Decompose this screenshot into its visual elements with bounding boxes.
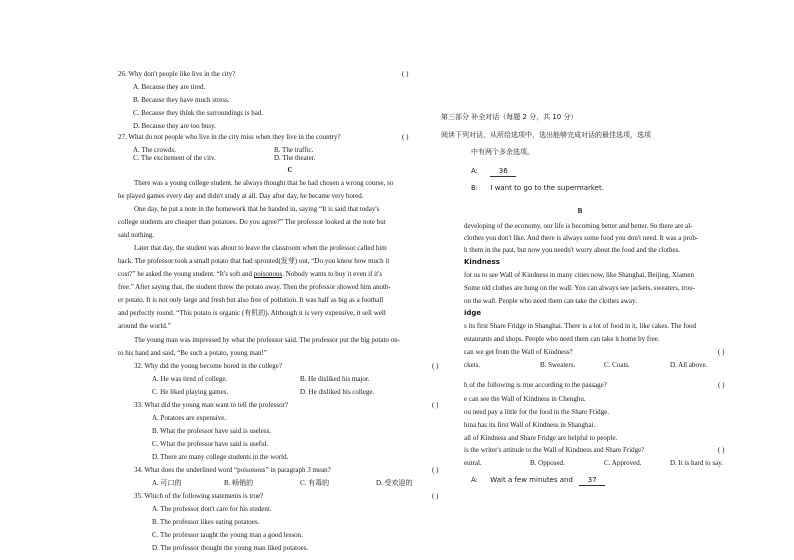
passage-b-line-0: developing of the economy, our life is becoming better and better. So there are al- (464, 222, 693, 230)
question-c-line-1: A. He was tired of college. (152, 375, 228, 383)
passage-c-line-3: college students are cheaper than potatoes. Do you agree?” The professor looked at the note but (118, 218, 386, 226)
question-c-line-14: D. 受欢迎的 (376, 479, 413, 487)
passage-b-line-5: on the wall. People who need them can take the clothes away. (464, 297, 637, 305)
section-c-title: C (287, 166, 293, 174)
passage-c-line-10: around the world.” (118, 322, 171, 330)
question-c-line-16: A. The professor don't care for his student. (152, 505, 272, 513)
passage-b-line-4: Some old clothes are hung on the wall. You can always see jackets, sweaters, trou- (464, 284, 695, 292)
passage-b-line-1: clothes you don't like. And there is always some food you don't need. It was a prob- (464, 234, 699, 242)
question-c-line-19: D. The professor thought the young man liked potatoes. (152, 544, 309, 552)
q26-27-line-7: B. The traffic. (274, 146, 314, 154)
q26-27-line-1: A. Because they are tired. (133, 83, 206, 91)
passage-b-line-17: all of Kindness and Share Fridge are helpful to people. (464, 434, 618, 442)
blank-36[interactable]: 36 (490, 167, 516, 177)
q27-option-d: D. The theater. (274, 154, 316, 160)
passage-c-line-8: er potato. It is not only large and fresh but also free of pollution. It was half as big as a football (118, 296, 384, 304)
question-c-line-17: B. The professor likes eating potatoes. (152, 518, 260, 526)
question-c-line-6: A. Potatoes are expensive. (152, 414, 227, 422)
part3-heading: 第三部分 补全对话（每题 2 分，共 10 分） (441, 113, 578, 121)
clipped-options-row (118, 154, 458, 160)
question-c-line-13: C. 有毒的 (300, 479, 330, 487)
passage-b-line-19: eutral. (464, 459, 482, 467)
dialogue-line-a-last (471, 476, 605, 486)
q26-27-line-0: 26. Why don't people like live in the city? (118, 70, 236, 78)
question-c-line-5: 33. What did the young man want to tell the professor? (134, 401, 289, 409)
passage-b-line-12: D. All above. (670, 361, 708, 369)
passage-b-line-10: B. Sweaters. (540, 361, 576, 369)
passage-b-line-9: ckets. (464, 361, 481, 369)
question-c-line-3: C. He liked playing games. (152, 388, 229, 396)
passage-c-line-0: There was a young college student, he always thought that he had chosen a wrong course, so (134, 179, 394, 187)
q26-27-line-4: D. Because they are too busy. (133, 122, 216, 130)
passage-b-subheading-1: idge (464, 309, 482, 317)
question-c-line-18: C. The professor taught the young man a good lesson. (152, 531, 303, 539)
passage-b-line-6: s its first Share Fridge in Shanghai. There is a lot of food in it, like cakes. The food (464, 322, 697, 330)
passage-b-line-14: e can see the Wall of Kindness in Chenghu. (464, 395, 586, 403)
q27-option-c: C. The excitement of the city. (133, 154, 216, 160)
passage-c-line-6: back. The professor took a small potato that had sprouted(发芽) out, “Do you know how much it (118, 257, 390, 265)
speaker-a-text-last: Wait a few minutes and (490, 476, 573, 484)
q26-27-line-5: 27. What do not people who live in the city miss when they live in the country? (118, 133, 341, 141)
passage-c-line-7: free.” After saying that, the student threw the potato away. Then the professor showed him anoth- (118, 283, 391, 291)
speaker-b-label: B: (471, 184, 479, 192)
passage-c-line-5: Later that day, the student was about to leave the classroom when the professor called him (134, 244, 387, 252)
underlined-word-poisonous: poisonous (253, 270, 283, 278)
passage-c-line-12: to his hand and said, “Be such a potato, young man!” (118, 349, 267, 357)
q26-27-line-6: A. The crowds. (133, 146, 177, 154)
passage-b-line-20: B. Opposed. (530, 459, 565, 467)
answer-bracket-7: ( ) (718, 381, 725, 389)
passage-c-line-2: One day, he put a note in the homework that he handed in, saying “It is said that today's (134, 205, 380, 213)
part3-instruction-1: 阅读下列对话，从所给选项中，选出能够完成对话的最佳选项，选项 (441, 131, 651, 139)
answer-bracket-2: ( ) (432, 362, 439, 370)
blank-37[interactable]: 37 (579, 476, 605, 486)
question-c-line-0: 32. Why did the young become bored in the college? (134, 362, 282, 370)
poisonous-line-pre: cost?” he asked the young student. “It's soft and (118, 270, 254, 278)
question-c-line-2: B. He disliked his major. (300, 375, 370, 383)
passage-c-line-9: and perfectly round. “This potato is organic (有机的). Although it is very expensive, it sell well (118, 309, 386, 317)
poisonous-line-post: . Nobody wants to buy it even if it's (282, 270, 383, 278)
answer-bracket-6: ( ) (718, 348, 725, 356)
passage-b-line-21: C. Approved. (604, 459, 642, 467)
dialogue-line-b (471, 184, 604, 193)
passage-b-line-13: h of the following is true according to the passage? (464, 381, 607, 389)
question-c-line-11: A. 可口的 (152, 479, 182, 487)
answer-bracket-4: ( ) (432, 466, 439, 474)
question-c-line-7: B. What the professor have said is useless. (152, 427, 272, 435)
passage-b-subheading-0: Kindness (464, 258, 500, 266)
question-c-line-9: D. There are many college students in the world. (152, 453, 289, 461)
speaker-a-label: A: (471, 167, 479, 175)
passage-b-line-18: is the writer's attitude to the Wall of Kindness and Share Fridge? (464, 446, 645, 454)
passage-b-line-8: can we get from the Wall of Kindness? (464, 348, 573, 356)
passage-b-line-3: for us to see Wall of Kindness in many cities now, like Shanghai, Beijing, Xiamen (464, 271, 695, 279)
speaker-b-text: I want to go to the supermarket. (490, 184, 604, 192)
passage-b-line-7: estaurants and shops. People who need them can take it home by free. (464, 335, 660, 343)
passage-c-line-1: he played games every day and didn't study at all. Day after day, he became very bored. (118, 192, 364, 200)
dialogue-line-a (471, 167, 516, 177)
question-c-line-8: C. What the professor have said is useful. (152, 440, 269, 448)
answer-bracket-3: ( ) (432, 401, 439, 409)
answer-bracket-0: ( ) (402, 70, 409, 78)
passage-c-line-11: The young man was impressed by what the professor said. The professor put the big potato on- (134, 336, 401, 344)
q26-27-line-3: C. Because they think the surroundings is bad. (133, 109, 264, 117)
question-c-line-10: 34. What does the underlined word “poisonous” in paragraph 3 mean? (134, 466, 331, 474)
question-c-line-4: D. He disliked his college. (300, 388, 375, 396)
passage-b-line-11: C. Coats. (604, 361, 630, 369)
passage-b-line-22: D. It is hard to say. (670, 459, 724, 467)
passage-b-line-16: hina has its first Wall of Kindness in Shanghai. (464, 421, 596, 429)
passage-b-line-15: ou need pay a little for the food in the Share Fridge. (464, 408, 610, 416)
question-c-line-12: B. 畅销的 (224, 479, 254, 487)
speaker-a-label-last: A: (471, 476, 479, 484)
section-b-title: B (577, 207, 583, 215)
part3-instruction-2: 中有两个多余选项。 (471, 148, 534, 156)
answer-bracket-5: ( ) (432, 492, 439, 500)
passage-c-line-4: said nothing. (118, 231, 155, 239)
passage-b-line-2: h them in the past, but now you needn't worry about the food and the clothes. (464, 246, 681, 254)
answer-bracket-8: ( ) (718, 446, 725, 454)
question-c-line-15: 35. Which of the following statements is true? (134, 492, 264, 500)
q26-27-line-2: B. Because they have much stress. (133, 96, 230, 104)
answer-bracket-1: ( ) (402, 133, 409, 141)
passage-c-line-poisonous (118, 270, 382, 279)
